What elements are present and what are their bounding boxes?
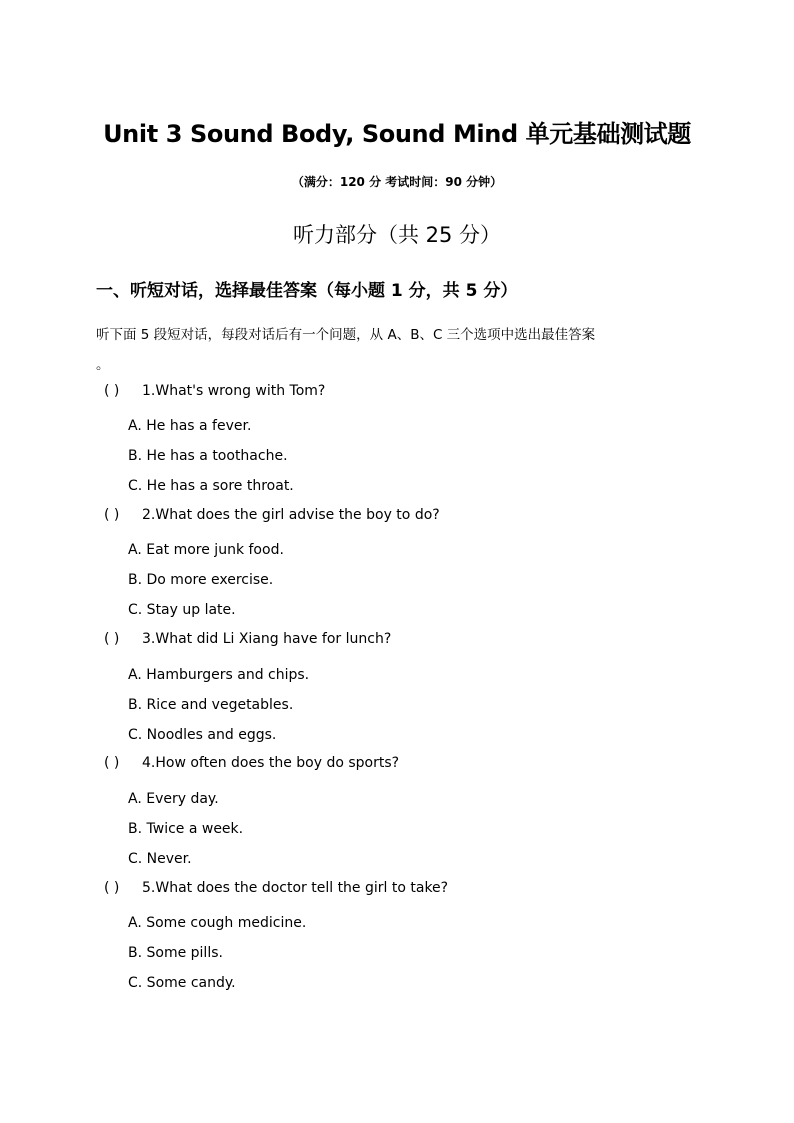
answer-blank: ( ) (104, 880, 120, 896)
instructions (96, 320, 696, 380)
question-text: 1.What's wrong with Tom? (142, 383, 326, 399)
question-1-option-b: B. He has a toothache. (128, 448, 288, 464)
instructions-line-1: 听下面 5 段短对话，每段对话后有一个问题，从 A、B、C 三个选项中选出最佳答案 (96, 327, 596, 343)
answer-blank: ( ) (104, 755, 120, 771)
question-4-option-a: A. Every day. (128, 791, 219, 807)
question-3-option-a: A. Hamburgers and chips. (128, 667, 310, 683)
instructions-line-2: 。 (96, 357, 110, 373)
question-2-option-c: C. Stay up late. (128, 602, 236, 618)
document-title: Unit 3 Sound Body, Sound Mind 单元基础测试题 (103, 120, 691, 148)
question-3 (104, 628, 391, 650)
question-5-option-a: A. Some cough medicine. (128, 915, 307, 931)
section-heading: 一、听短对话，选择最佳答案（每小题 1 分，共 5 分） (96, 281, 518, 301)
question-5-option-b: B. Some pills. (128, 945, 223, 961)
question-2 (104, 504, 440, 526)
question-3-option-c: C. Noodles and eggs. (128, 727, 277, 743)
question-4 (104, 752, 399, 774)
question-1 (104, 380, 325, 402)
question-text: 5.What does the doctor tell the girl to take? (142, 880, 449, 896)
question-1-option-c: C. He has a sore throat. (128, 478, 294, 494)
question-text: 3.What did Li Xiang have for lunch? (142, 631, 392, 647)
question-4-option-c: C. Never. (128, 851, 192, 867)
question-3-option-b: B. Rice and vegetables. (128, 697, 294, 713)
document-subtitle: （满分：120 分 考试时间：90 分钟） (291, 175, 503, 189)
question-text: 2.What does the girl advise the boy to do? (142, 507, 440, 523)
question-5-option-c: C. Some candy. (128, 975, 236, 991)
answer-blank: ( ) (104, 507, 120, 523)
part-heading: 听力部分（共 25 分） (292, 223, 502, 247)
question-text: 4.How often does the boy do sports? (142, 755, 400, 771)
question-5 (104, 877, 448, 899)
question-2-option-a: A. Eat more junk food. (128, 542, 284, 558)
question-2-option-b: B. Do more exercise. (128, 572, 274, 588)
answer-blank: ( ) (104, 383, 120, 399)
question-1-option-a: A. He has a fever. (128, 418, 252, 434)
answer-blank: ( ) (104, 631, 120, 647)
question-4-option-b: B. Twice a week. (128, 821, 244, 837)
